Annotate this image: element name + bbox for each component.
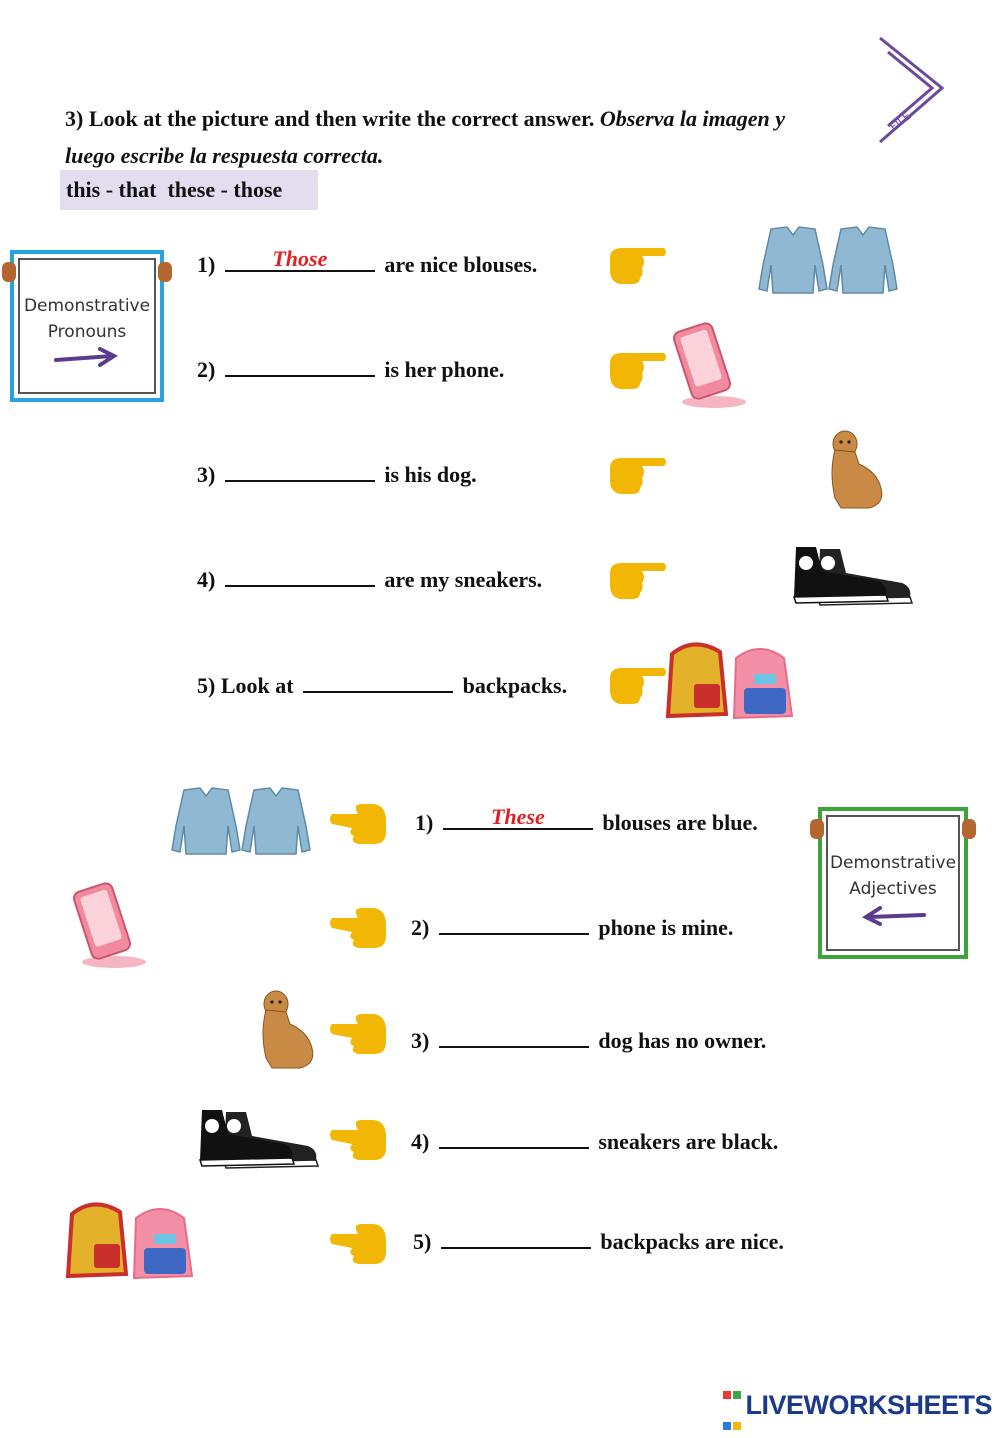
sneakers-image xyxy=(792,543,916,607)
pointing-hand-right-icon xyxy=(328,800,390,848)
answer-blank[interactable] xyxy=(225,246,375,272)
sentence-text: blouses are blue. xyxy=(602,810,758,835)
corner-logo-text: FILE xyxy=(887,109,914,134)
pointing-hand-right-icon xyxy=(328,904,390,952)
instruction-english: 3) Look at the picture and then write the correct answer. xyxy=(65,106,595,131)
sneakers-image xyxy=(198,1106,322,1170)
dog-image xyxy=(256,988,318,1074)
dog-image xyxy=(825,428,887,514)
phone-image xyxy=(668,318,748,410)
answer-blank[interactable] xyxy=(225,355,375,377)
answer-blank[interactable] xyxy=(439,1026,589,1048)
arrow-left-icon xyxy=(858,903,928,927)
sentence-text: phone is mine. xyxy=(598,915,734,940)
sentence-text-before: Look at xyxy=(220,673,294,698)
item-number: 1) xyxy=(197,252,216,277)
pronoun-sentence-1 xyxy=(197,246,538,278)
answer-blank[interactable] xyxy=(439,1127,589,1149)
phone-image xyxy=(68,878,148,970)
item-number: 1) xyxy=(415,810,434,835)
sentence-text: backpacks. xyxy=(462,673,568,698)
pointing-hand-right-icon xyxy=(606,240,668,288)
item-number: 3) xyxy=(197,462,216,487)
pointing-hand-right-icon xyxy=(328,1010,390,1058)
pronoun-sentence-3 xyxy=(197,460,477,488)
logo-prefix: LIVE xyxy=(745,1390,804,1421)
sentence-text: are my sneakers. xyxy=(384,567,543,592)
answer-blank[interactable] xyxy=(225,565,375,587)
pronoun-sentence-2 xyxy=(197,355,504,383)
adjective-sentence-3 xyxy=(411,1026,766,1054)
item-number: 3) xyxy=(411,1028,430,1053)
hand-right-icon xyxy=(962,819,976,839)
answer-blank[interactable] xyxy=(441,1227,591,1249)
blouses-image xyxy=(757,225,907,297)
sentence-text: is his dog. xyxy=(384,462,477,487)
demonstrative-adjectives-sign xyxy=(818,807,968,959)
backpacks-image xyxy=(664,640,798,722)
sign-line2: Pronouns xyxy=(47,322,127,342)
pointing-hand-right-icon xyxy=(328,1116,390,1164)
adjective-sentence-2 xyxy=(411,913,733,941)
instruction-spanish: Observa la imagen y luego escribe la respuesta correcta. xyxy=(65,106,786,168)
blouses-image xyxy=(170,786,320,858)
item-number: 2) xyxy=(411,915,430,940)
item-number: 5) xyxy=(197,673,216,698)
word-bank: this - that these - those xyxy=(60,170,318,210)
pointing-hand-right-icon xyxy=(328,1220,390,1268)
hand-right-icon xyxy=(158,262,172,282)
item-number: 5) xyxy=(413,1229,432,1254)
demonstrative-pronouns-sign xyxy=(10,250,164,402)
pronoun-sentence-4 xyxy=(197,565,542,593)
adjective-sentence-4 xyxy=(411,1127,778,1155)
adjective-sentence-5 xyxy=(413,1227,784,1255)
pointing-hand-right-icon xyxy=(606,555,668,603)
item-number: 2) xyxy=(197,357,216,382)
arrow-right-icon xyxy=(52,346,122,370)
answer-blank[interactable] xyxy=(443,804,593,830)
pointing-hand-right-icon xyxy=(606,450,668,498)
pointing-hand-right-icon xyxy=(606,345,668,393)
liveworksheets-logo xyxy=(722,1376,992,1438)
sentence-text: backpacks are nice. xyxy=(600,1229,784,1254)
hand-left-icon xyxy=(810,819,824,839)
logo-suffix: WORKSHEETS xyxy=(803,1390,992,1421)
sentence-text: are nice blouses. xyxy=(384,252,538,277)
hand-left-icon xyxy=(2,262,16,282)
logo-mark-icon xyxy=(722,1376,742,1438)
answer-blank[interactable] xyxy=(303,671,453,693)
item-number: 4) xyxy=(197,567,216,592)
corner-chevron-logo xyxy=(870,30,950,150)
answer-blank[interactable] xyxy=(225,460,375,482)
adjective-sentence-1 xyxy=(415,804,758,836)
sentence-text: is her phone. xyxy=(384,357,505,382)
answer-blank[interactable] xyxy=(439,913,589,935)
answer-text: These xyxy=(490,804,545,829)
sentence-text: sneakers are black. xyxy=(598,1129,779,1154)
sign-line1: Demonstrative xyxy=(829,853,957,873)
answer-text: Those xyxy=(272,246,328,271)
sign-line1: Demonstrative xyxy=(23,296,151,316)
sign-line2: Adjectives xyxy=(849,879,937,899)
instruction xyxy=(65,100,825,174)
pronoun-sentence-5 xyxy=(197,671,567,699)
backpacks-image xyxy=(64,1200,198,1282)
sentence-text: dog has no owner. xyxy=(598,1028,767,1053)
item-number: 4) xyxy=(411,1129,430,1154)
pointing-hand-right-icon xyxy=(606,660,668,708)
